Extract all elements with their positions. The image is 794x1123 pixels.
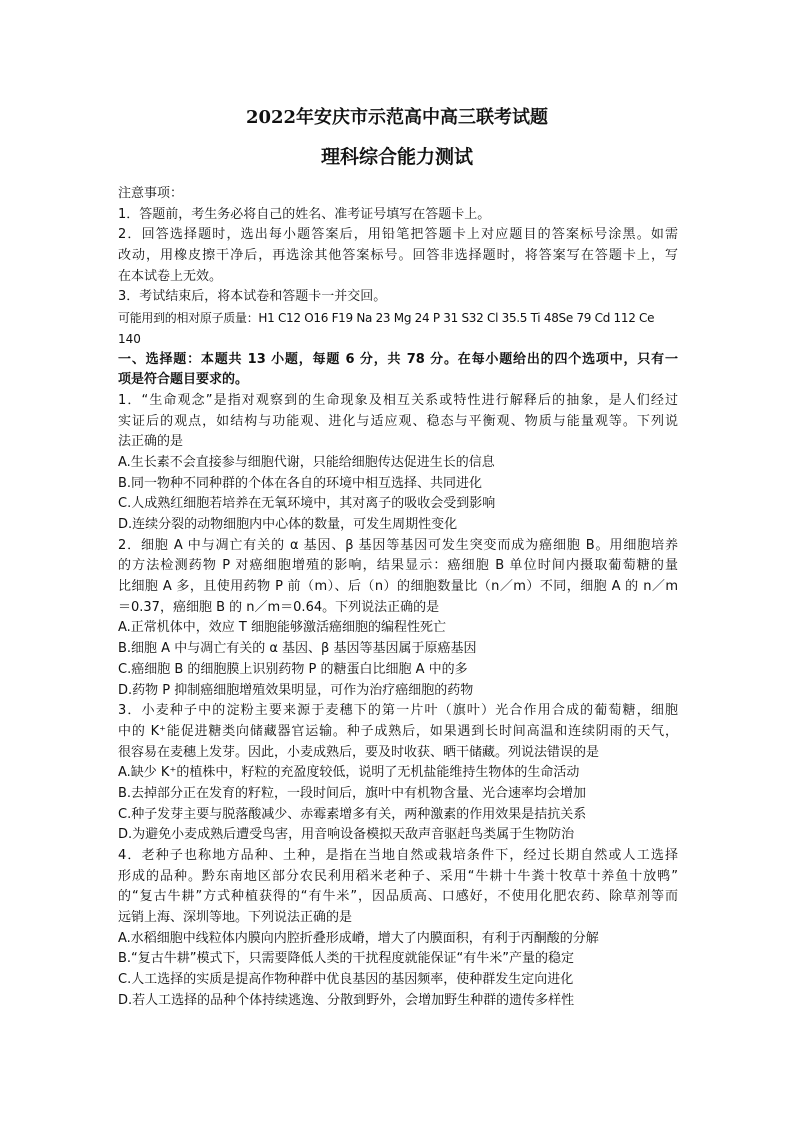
q3-stem-line-1: 3．小麦种子中的淀粉主要来源于麦穗下的第一片叶（旗叶）光合作用合成的葡萄糖，细胞 [118,703,678,719]
q4-stem-line-4: 远销上海、深圳等地。下列说法正确的是 [118,910,353,926]
q4-option-a: A.水稻细胞中线粒体内膜向内腔折叠形成嵴，增大了内膜面积，有利于丙酮酸的分解 [118,930,599,946]
atomic-masses-line-2: 140 [118,331,141,346]
q1-option-c: C.人成熟红细胞若培养在无氧环境中，其对离子的吸收会受到影响 [118,496,496,512]
notice-heading: 注意事项： [118,186,184,201]
q2-option-d: D.药物 P 抑制癌细胞增殖效果明显，可作为治疗癌细胞的药物 [118,682,474,698]
q2-stem-line-1: 2．细胞 A 中与凋亡有关的 α 基因、β 基因等基因可发生突变而成为癌细胞 B。用细胞培养 [118,537,678,553]
notice-item-3: 3．考试结束后，将本试卷和答题卡一并交回。 [118,289,387,305]
q2-option-a: A.正常机体中，效应 T 细胞能够激活癌细胞的编程性死亡 [118,620,447,636]
exam-subtitle: 理科综合能力测试 [320,146,473,168]
q2-stem-line-3: 比细胞 A 多，且使用药物 P 前（m）、后（n）的细胞数量比（n／m）不同，细胞 A 的 n／m [118,579,678,595]
q3-stem-line-2: 中的 K⁺能促进糖类向储藏器官运输。种子成熟后，如果遇到长时间高温和连续阴雨的天气， [118,723,678,739]
q3-option-a: A.缺少 K⁺的植株中，籽粒的充盈度较低，说明了无机盐能维持生物体的生命活动 [118,765,580,781]
exam-title: 2022年安庆市示范高中高三联考试题 [245,107,549,128]
q2-option-b: B.细胞 A 中与凋亡有关的 α 基因、β 基因等基因属于原癌基因 [118,641,477,657]
q3-option-c: C.种子发芽主要与脱落酸减少、赤霉素增多有关，两种激素的作用效果是拮抗关系 [118,806,587,822]
section-1-heading-line-2: 项是符合题目要求的。 [118,372,249,388]
q1-option-a: A.生长素不会直接参与细胞代谢，只能给细胞传达促进生长的信息 [118,454,495,470]
q2-option-c: C.癌细胞 B 的细胞膜上识别药物 P 的糖蛋白比细胞 A 中的多 [118,661,468,677]
notice-item-2-line-3: 在本试卷上无效。 [118,268,223,284]
q3-option-d: D.为避免小麦成熟后遭受鸟害，用音响设备模拟天敌声音驱赶鸟类属于生物防治 [118,827,575,843]
section-1-heading-line-1: 一、选择题：本题共 13 小题，每题 6 分，共 78 分。在每小题给出的四个选项中，只有一 [118,351,678,367]
q1-stem-line-3: 法正确的是 [118,434,184,450]
q3-option-b: B.去掉部分正在发育的籽粒，一段时间后，旗叶中有机物含量、光合速率均会增加 [118,785,587,801]
q4-option-d: D.若人工选择的品种个体持续逃逸、分散到野外，会增加野生种群的遗传多样性 [118,992,575,1008]
notice-item-2-line-1: 2．回答选择题时，选出每小题答案后，用铅笔把答题卡上对应题目的答案标号涂黑。如需 [118,227,678,243]
exam-content [118,184,678,1012]
q2-stem-line-4: ＝0.37，癌细胞 B 的 n／m＝0.64。下列说法正确的是 [118,599,440,615]
notice-item-2-line-2: 改动，用橡皮擦干净后，再选涂其他答案标号。回答非选择题时，将答案写在答题卡上，写 [118,248,678,264]
q3-stem-line-3: 很容易在麦穗上发芽。因此，小麦成熟后，要及时收获、晒干储藏。列说法错误的是 [118,744,600,760]
q2-stem-line-2: 的方法检测药物 P 对癌细胞增殖的影响，结果显示：癌细胞 B 单位时间内摄取葡萄糖的量 [118,558,678,574]
q1-stem-line-1: 1．“生命观念”是指对观察到的生命现象及相互关系或特性进行解释后的抽象，是人们经过 [118,392,678,408]
notice-item-1: 1．答题前，考生务必将自己的姓名、准考证号填写在答题卡上。 [118,206,491,222]
q4-stem-line-2: 形成的品种。黔东南地区部分农民利用稻米老种子、采用“牛耕十牛粪十牧草十养鱼十放鸭” [118,868,678,884]
q4-stem-line-1: 4．老种子也称地方品种、土种，是指在当地自然或栽培条件下，经过长期自然或人工选择 [118,848,678,863]
q4-option-b: B.“复古牛耕”模式下，只需要降低人类的干扰程度就能保证“有牛米”产量的稳定 [118,951,574,967]
q4-option-c: C.人工选择的实质是提高作物种群中优良基因的基因频率，使种群发生定向进化 [118,972,574,988]
q1-option-b: B.同一物种不同种群的个体在各自的环境中相互选择、共同进化 [118,475,483,491]
atomic-masses-line-1: 可能用到的相对原子质量：H1 C12 O16 F19 Na 23 Mg 24 P 31 S32 Cl 35.5 Ti 48Se 79 Cd 112 Ce [118,311,655,326]
q4-stem-line-3: 的“复古牛耕”方式种植获得的“有牛米”，因品质高、口感好，不使用化肥农药、除草剂等而 [118,889,678,905]
q1-option-d: D.连续分裂的动物细胞内中心体的数量，可发生周期性变化 [118,517,458,532]
q1-stem-line-2: 实证后的观点，如结构与功能观、进化与适应观、稳态与平衡观、物质与能量观等。下列说 [118,413,678,429]
